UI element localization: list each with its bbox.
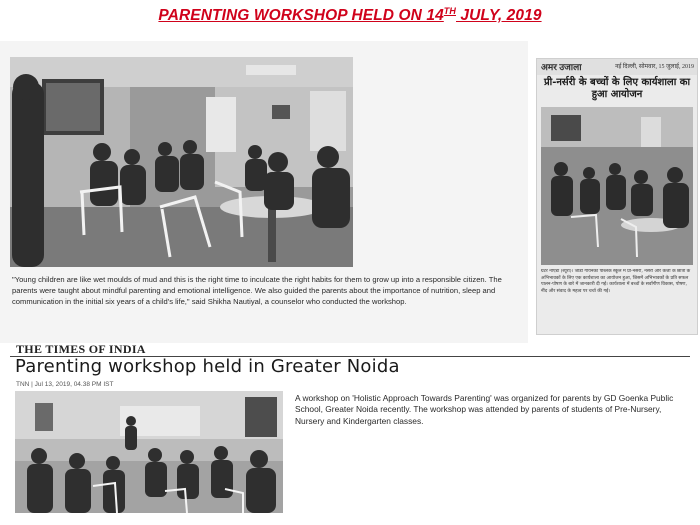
- workshop-photo-hindi: [541, 107, 693, 265]
- page-title-text: PARENTING WORKSHOP HELD ON 14: [158, 7, 444, 24]
- toi-article-body: A workshop on 'Holistic Approach Towards Parenting' was organized for parents by GD Goenka Public School, Greater Noida recently. The workshop was attended by parents of students of Pre-Nursery, Nursery and Kindergarten classes.: [295, 393, 674, 426]
- workshop-photo-toi: [15, 391, 283, 513]
- hindi-masthead-logo: अमर उजाला: [541, 62, 582, 72]
- hindi-headline: प्री-नर्सरी के बच्चों के लिए कार्यशाला का हुआ आयोजन: [543, 77, 691, 100]
- main-clip-quote: "Young children are like wet moulds of mud and this is the right time to inculcate the right habits for them to grow up into a responsible citizen. The parents were taught about mindful parenting and emotional intelligence. We also guided the parents about the importance of nutrition, sleep and communication in the initial six years of a child's life," said Shikha Nautiyal, a counselor who conducted the workshop.: [12, 275, 502, 306]
- workshop-photo-main: [10, 57, 353, 267]
- toi-headline: Parenting workshop held in Greater Noida: [15, 356, 400, 377]
- hindi-date: नई दिल्ली, सोमवार, 15 जुलाई, 2019: [615, 64, 694, 70]
- toi-byline: TNN | Jul 13, 2019, 04.38 PM IST: [16, 381, 114, 388]
- hindi-newspaper-clipping: [536, 58, 698, 335]
- toi-masthead: THE TIMES OF INDIA: [16, 342, 146, 356]
- page-title-superscript: TH: [443, 6, 456, 16]
- hindi-article-body: ग्रेटर नोएडा (ब्यूरो)। जीडी गोयनका पब्लिक स्कूल में प्री-नर्सरी, नर्सरी और केजी के छात्रों के अभिभावकों के लिए एक कार्यशाला का आयोजन हुआ, जिसमें अभिभावकों के प्रति सफल पालन-पोषण के बारे में जानकारी दी गई। कार्यशाला में बच्चों के सर्वांगीण विकास, पोषण, नींद और संवाद के महत्व पर चर्चा की गई।: [541, 269, 691, 294]
- page-title-date: JULY, 2019: [456, 7, 542, 24]
- hindi-masthead: [537, 59, 697, 75]
- page-title: [0, 6, 700, 25]
